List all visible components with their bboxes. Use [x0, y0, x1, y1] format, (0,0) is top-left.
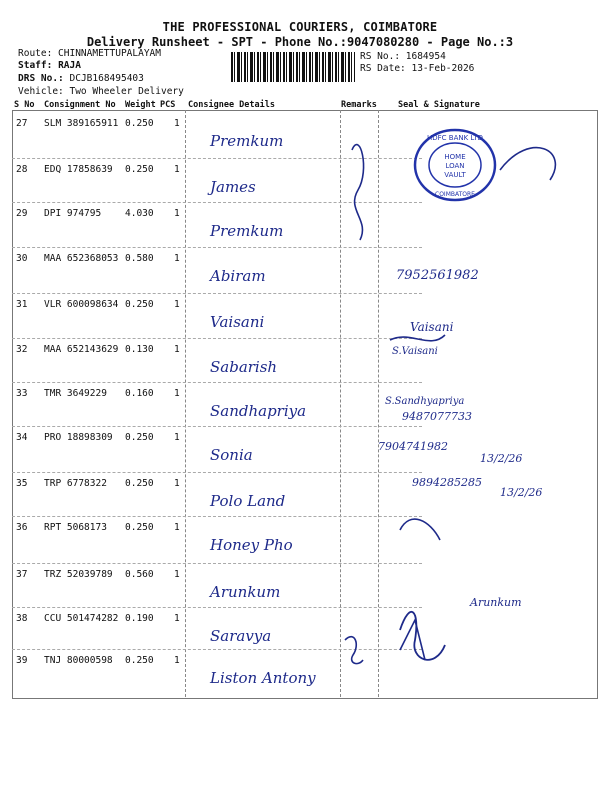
cell-sno: 35: [16, 478, 28, 489]
cell-weight: 0.250: [125, 522, 154, 533]
signature-35-date: 13/2/26: [500, 486, 543, 499]
rs-date: RS Date: 13-Feb-2026: [360, 63, 475, 74]
cell-consignment: TRP 6778322: [44, 478, 107, 489]
cell-consignment: EDQ 17858639: [44, 164, 113, 175]
cell-consignee-name: Liston Antony: [210, 669, 316, 687]
signature-layer: [340, 110, 596, 700]
cell-pcs: 1: [174, 613, 180, 624]
col-remarks: Remarks: [341, 100, 377, 110]
signature-stroke: [400, 620, 425, 660]
cell-weight: 0.160: [125, 388, 154, 399]
cell-consignee-name: Honey Pho: [210, 536, 293, 554]
cell-pcs: 1: [174, 388, 180, 399]
cell-pcs: 1: [174, 522, 180, 533]
col-sno: S No: [14, 100, 35, 110]
signature-32: S.Vaisani: [392, 346, 438, 357]
cell-consignee-name: Polo Land: [210, 492, 286, 510]
cell-sno: 34: [16, 432, 28, 443]
cell-consignment: SLM 389165911: [44, 118, 119, 129]
remark-mark: [345, 637, 363, 664]
cell-pcs: 1: [174, 432, 180, 443]
route: Route: CHINNAMETTUPALAYAM: [18, 48, 161, 59]
stamp-line5: COIMBATORE: [435, 191, 475, 198]
cell-weight: 0.250: [125, 478, 154, 489]
page-subtitle: Delivery Runsheet - SPT - Phone No.:9047080280 - Page No.:3: [86, 35, 514, 49]
cell-sno: 39: [16, 655, 28, 666]
cell-pcs: 1: [174, 655, 180, 666]
cell-weight: 0.250: [125, 432, 154, 443]
cell-consignee-name: Premkum: [210, 132, 284, 150]
signature-34-date: 13/2/26: [480, 452, 523, 465]
staff-value: RAJA: [58, 60, 81, 71]
col-consignment: Consignment No: [44, 100, 116, 110]
cell-consignee-name: Vaisani: [210, 313, 265, 331]
cell-pcs: 1: [174, 569, 180, 580]
signature-stroke: [390, 335, 445, 341]
cell-weight: 0.250: [125, 118, 154, 129]
signature-stroke: [400, 519, 440, 540]
cell-consignment: MAA 652368053: [44, 253, 119, 264]
cell-consignee-name: Arunkum: [210, 583, 281, 601]
cell-sno: 31: [16, 299, 28, 310]
signature-33-phone: 9487077733: [402, 410, 472, 423]
cell-weight: 0.580: [125, 253, 154, 264]
staff: [18, 60, 81, 72]
column-divider: [185, 110, 186, 697]
cell-weight: 0.130: [125, 344, 154, 355]
cell-consignment: DPI 974795: [44, 208, 102, 219]
cell-weight: 0.250: [125, 655, 154, 666]
cell-consignee-name: Sonia: [210, 446, 253, 464]
cell-consignment: RPT 5068173: [44, 522, 107, 533]
cell-sno: 33: [16, 388, 28, 399]
cell-consignment: VLR 600098634: [44, 299, 119, 310]
cell-consignee-name: Sabarish: [210, 358, 278, 376]
cell-consignee-name: Premkum: [210, 222, 284, 240]
remark-mark: [352, 145, 364, 240]
cell-sno: 38: [16, 613, 28, 624]
rs-no: RS No.: 1684954: [360, 51, 446, 62]
cell-consignment: TMR 3649229: [44, 388, 107, 399]
stamp-line1: HDFC BANK LTD: [426, 134, 484, 142]
signature-37: Arunkum: [470, 596, 522, 609]
cell-consignment: TRZ 52039789: [44, 569, 113, 580]
page-title: THE PROFESSIONAL COURIERS, COIMBATORE: [162, 20, 438, 34]
cell-sno: 27: [16, 118, 28, 129]
cell-pcs: 1: [174, 164, 180, 175]
cell-sno: 32: [16, 344, 28, 355]
cell-weight: 4.030: [125, 208, 154, 219]
signature-31: Vaisani: [410, 320, 454, 334]
cell-pcs: 1: [174, 299, 180, 310]
cell-sno: 37: [16, 569, 28, 580]
cell-pcs: 1: [174, 118, 180, 129]
drs: [18, 73, 144, 85]
cell-weight: 0.190: [125, 613, 154, 624]
cell-weight: 0.560: [125, 569, 154, 580]
cell-pcs: 1: [174, 478, 180, 489]
cell-consignment: TNJ 80000598: [44, 655, 113, 666]
stamp-line2: HOME: [444, 153, 466, 161]
cell-consignment: MAA 652143629: [44, 344, 119, 355]
cell-consignment: PRO 18898309: [44, 432, 113, 443]
cell-sno: 36: [16, 522, 28, 533]
signature-33-name: S.Sandhyapriya: [385, 396, 465, 407]
barcode: [231, 52, 355, 82]
cell-consignment: CCU 501474282: [44, 613, 119, 624]
cell-consignee-name: Abiram: [210, 267, 266, 285]
col-pcs: PCS: [160, 100, 176, 110]
cell-pcs: 1: [174, 344, 180, 355]
stamp-line3: LOAN: [445, 162, 465, 170]
col-consignee: Consignee Details: [188, 100, 275, 110]
cell-pcs: 1: [174, 253, 180, 264]
signature-phone-30: 7952561982: [396, 268, 479, 283]
cell-consignee-name: Saravya: [210, 627, 272, 645]
stamp-line4: VAULT: [444, 171, 466, 179]
drs-value: DCJB168495403: [69, 73, 144, 84]
col-weight: Weight: [125, 100, 156, 110]
signature-34-phone: 7904741982: [378, 440, 448, 453]
staff-label: Staff:: [18, 60, 53, 71]
col-seal-signature: Seal & Signature: [398, 100, 480, 110]
vehicle: Vehicle: Two Wheeler Delivery: [18, 86, 184, 97]
signature-35-phone: 9894285285: [412, 476, 482, 489]
cell-weight: 0.250: [125, 164, 154, 175]
cell-sno: 30: [16, 253, 28, 264]
cell-weight: 0.250: [125, 299, 154, 310]
cell-sno: 28: [16, 164, 28, 175]
drs-label: DRS No.:: [18, 73, 64, 84]
signature-stroke: [500, 148, 555, 180]
cell-pcs: 1: [174, 208, 180, 219]
cell-consignee-name: Sandhapriya: [210, 402, 307, 420]
cell-consignee-name: James: [210, 178, 256, 196]
cell-sno: 29: [16, 208, 28, 219]
